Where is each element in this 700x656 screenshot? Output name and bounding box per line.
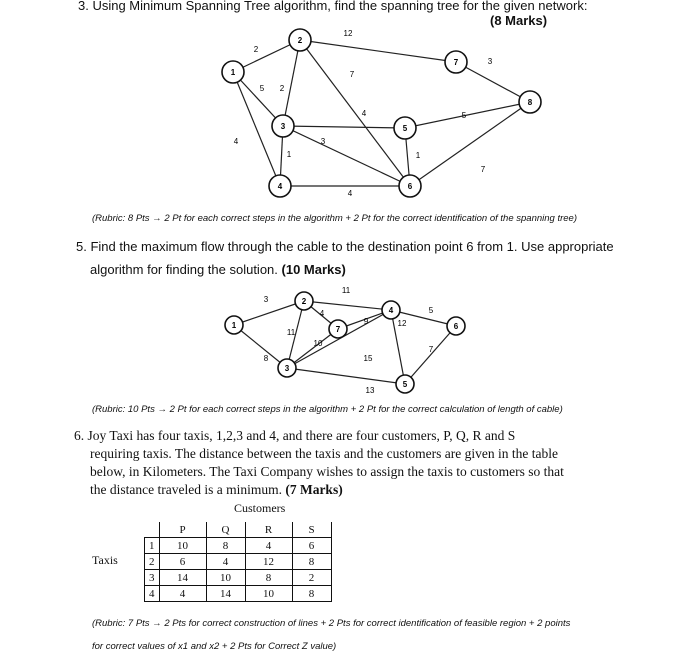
q6-line-4-text: the distance traveled is a minimum. bbox=[90, 482, 282, 497]
table-cell: 10 bbox=[245, 586, 292, 602]
col-header-q: Q bbox=[206, 522, 245, 538]
edge-3-5 bbox=[283, 126, 405, 128]
edge-weight-2-3: 11 bbox=[286, 328, 296, 337]
table-cell: 8 bbox=[245, 570, 292, 586]
table-corner bbox=[145, 522, 160, 538]
table-cell: 12 bbox=[245, 554, 292, 570]
edge-weight-6-8: 7 bbox=[480, 165, 486, 174]
table-row bbox=[145, 586, 332, 602]
table-cell: 6 bbox=[292, 538, 331, 554]
edge-2-3 bbox=[283, 40, 300, 126]
q6-line-2: requiring taxis. The distance between the taxis and the customers are given in the table bbox=[90, 446, 558, 461]
node-label-2: 2 bbox=[301, 297, 307, 306]
edge-weight-5-8: 5 bbox=[461, 111, 467, 120]
node-label-4: 4 bbox=[388, 306, 394, 315]
node-3 bbox=[272, 115, 294, 137]
edge-3-4 bbox=[287, 310, 391, 368]
edge-weight-1-2: 2 bbox=[253, 45, 259, 54]
edge-1-2 bbox=[234, 301, 304, 325]
edge-weight-4-5: 12 bbox=[397, 319, 407, 328]
edge-2-4 bbox=[304, 301, 391, 310]
table-cell: 14 bbox=[159, 570, 206, 586]
edge-weight-7-4: 9 bbox=[363, 317, 369, 326]
col-header-s: S bbox=[292, 522, 331, 538]
edge-2-6 bbox=[300, 40, 410, 186]
row-taxi-label: 3 bbox=[145, 570, 160, 586]
table-row bbox=[145, 538, 332, 554]
edge-weight-1-3: 8 bbox=[263, 354, 269, 363]
table-cell: 4 bbox=[245, 538, 292, 554]
node-label-2: 2 bbox=[297, 36, 303, 45]
q6-rubric-line-1: (Rubric: 7 Pts → 2 Pts for correct construction of lines + 2 Pts for correct identification of feasible region + 2 points bbox=[92, 618, 571, 629]
table-cell: 8 bbox=[292, 554, 331, 570]
edge-5-6 bbox=[405, 326, 456, 384]
node-6 bbox=[399, 175, 421, 197]
q5-flow-graph bbox=[0, 280, 700, 400]
node-4 bbox=[269, 175, 291, 197]
node-2 bbox=[289, 29, 311, 51]
node-6 bbox=[447, 317, 465, 335]
edge-weight-3-5: 13 bbox=[365, 386, 375, 395]
edge-weight-2-3: 2 bbox=[279, 84, 285, 93]
node-label-3: 3 bbox=[280, 122, 286, 131]
edge-weight-3-4: 1 bbox=[286, 150, 292, 159]
q6-text bbox=[74, 427, 564, 499]
node-label-3: 3 bbox=[284, 364, 290, 373]
edge-weight-4-6: 4 bbox=[347, 189, 353, 198]
edge-weight-2-4: 11 bbox=[341, 286, 351, 295]
q3-rubric: (Rubric: 8 Pts → 2 Pt for each correct steps in the algorithm + 2 Pt for the correct identification of the spanning tree) bbox=[92, 213, 577, 224]
table-cell: 8 bbox=[292, 586, 331, 602]
q3-heading: 3. Using Minimum Spanning Tree algorithm, find the spanning tree for the given network: bbox=[78, 0, 588, 13]
edge-weight-2-7: 4 bbox=[319, 309, 325, 318]
node-5 bbox=[396, 375, 414, 393]
node-label-8: 8 bbox=[527, 98, 533, 107]
q5-marks: (10 Marks) bbox=[281, 262, 346, 277]
q6-marks: (7 Marks) bbox=[285, 482, 343, 497]
node-2 bbox=[295, 292, 313, 310]
node-label-6: 6 bbox=[453, 322, 459, 331]
node-label-1: 1 bbox=[231, 321, 237, 330]
table-cell: 14 bbox=[206, 586, 245, 602]
q6-line-3: below, in Kilometers. The Taxi Company wishes to assign the taxis to customers so that bbox=[90, 464, 564, 479]
table-cell: 4 bbox=[206, 554, 245, 570]
edge-weight-1-3: 5 bbox=[259, 84, 265, 93]
edge-3-6 bbox=[283, 126, 410, 186]
node-label-6: 6 bbox=[407, 182, 413, 191]
col-header-r: R bbox=[245, 522, 292, 538]
q5-heading-text: algorithm for finding the solution. bbox=[90, 262, 278, 277]
edge-weight-3-5: 4 bbox=[361, 109, 367, 118]
node-1 bbox=[225, 316, 243, 334]
table-cell: 6 bbox=[159, 554, 206, 570]
node-5 bbox=[394, 117, 416, 139]
q5-rubric: (Rubric: 10 Pts → 2 Pt for each correct steps in the algorithm + 2 Pt for the correct calculation of length of cable) bbox=[92, 404, 563, 415]
edge-weight-2-7: 12 bbox=[343, 29, 353, 38]
edge-weight-3-4: 15 bbox=[363, 354, 373, 363]
q6-rubric-line-2: for correct values of x1 and x2 + 2 Pts for Correct Z value) bbox=[92, 641, 337, 652]
edge-weight-3-7: 10 bbox=[313, 339, 323, 348]
q5-heading: 5. Find the maximum flow through the cable to the destination point 6 from 1. Use appropriate bbox=[76, 239, 614, 254]
edge-weight-3-6: 3 bbox=[320, 137, 326, 146]
col-header-p: P bbox=[159, 522, 206, 538]
taxis-label: Taxis bbox=[92, 553, 118, 567]
edge-weight-7-8: 3 bbox=[487, 57, 493, 66]
node-1 bbox=[222, 61, 244, 83]
customers-label: Customers bbox=[234, 501, 286, 515]
table-cell: 4 bbox=[159, 586, 206, 602]
edge-weight-1-2: 3 bbox=[263, 295, 269, 304]
edge-weight-2-6: 7 bbox=[349, 70, 355, 79]
q6-line-4 bbox=[74, 481, 564, 499]
edge-weight-5-6: 1 bbox=[415, 151, 421, 160]
node-3 bbox=[278, 359, 296, 377]
edge-2-7 bbox=[300, 40, 456, 62]
node-4 bbox=[382, 301, 400, 319]
q6-line-1: 6. Joy Taxi has four taxis, 1,2,3 and 4, and there are four customers, P, Q, R and S bbox=[74, 428, 516, 443]
q3-marks: (8 Marks) bbox=[490, 13, 548, 28]
node-label-7: 7 bbox=[453, 58, 459, 67]
table-cell: 10 bbox=[206, 570, 245, 586]
row-taxi-label: 1 bbox=[145, 538, 160, 554]
edge-7-8 bbox=[456, 62, 530, 102]
distance-table bbox=[144, 522, 332, 602]
q3-network-graph bbox=[0, 0, 700, 210]
edge-weight-5-6: 7 bbox=[428, 345, 434, 354]
row-taxi-label: 2 bbox=[145, 554, 160, 570]
node-7 bbox=[329, 320, 347, 338]
table-header-row bbox=[145, 522, 332, 538]
edge-3-5 bbox=[287, 368, 405, 384]
node-label-1: 1 bbox=[230, 68, 236, 77]
edge-1-3 bbox=[234, 325, 287, 368]
table-cell: 10 bbox=[159, 538, 206, 554]
node-label-5: 5 bbox=[402, 380, 408, 389]
node-8 bbox=[519, 91, 541, 113]
table-cell: 2 bbox=[292, 570, 331, 586]
node-7 bbox=[445, 51, 467, 73]
node-label-7: 7 bbox=[335, 325, 341, 334]
edge-weight-1-4: 4 bbox=[233, 137, 239, 146]
q5-heading-line2 bbox=[90, 262, 346, 277]
row-taxi-label: 4 bbox=[145, 586, 160, 602]
node-label-4: 4 bbox=[277, 182, 283, 191]
table-row bbox=[145, 570, 332, 586]
edge-weight-4-6: 5 bbox=[428, 306, 434, 315]
table-row bbox=[145, 554, 332, 570]
table-cell: 8 bbox=[206, 538, 245, 554]
node-label-5: 5 bbox=[402, 124, 408, 133]
